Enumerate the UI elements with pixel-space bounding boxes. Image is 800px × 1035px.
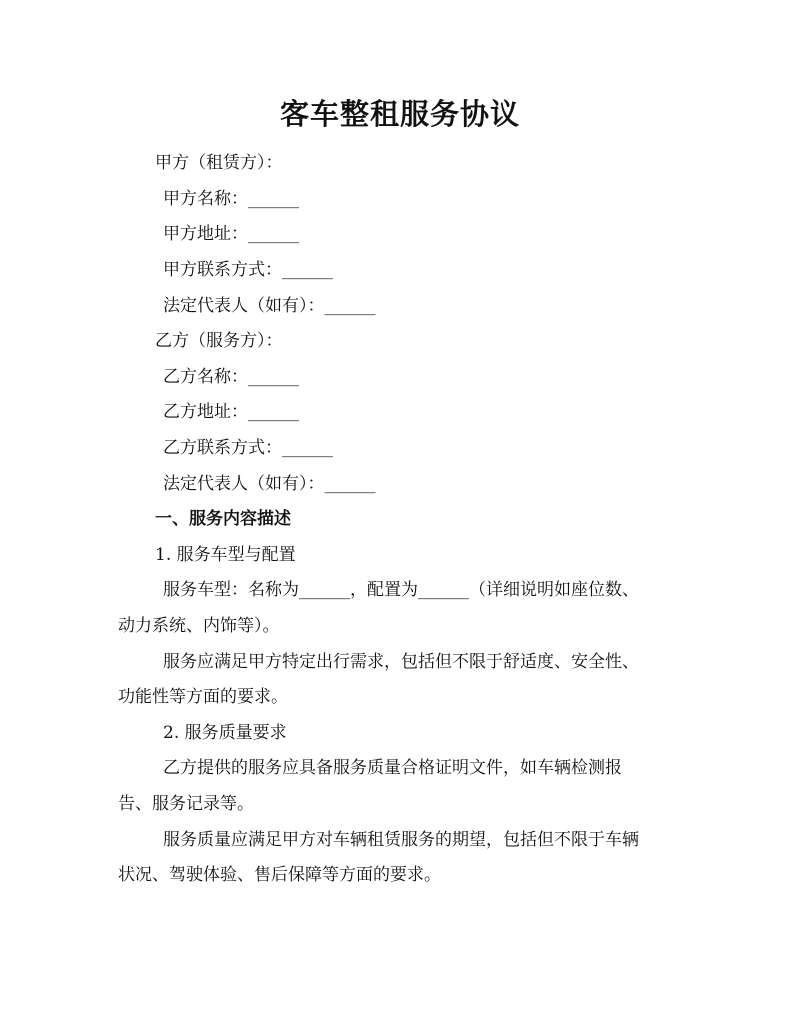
party-a-contact: 甲方联系方式：______ <box>163 260 333 280</box>
document-title: 客车整租服务协议 <box>279 97 520 131</box>
item-1-title: 1. 服务车型与配置 <box>155 545 296 565</box>
item-2-para-1-line-1: 乙方提供的服务应具备服务质量合格证明文件，如车辆检测报 <box>163 758 622 778</box>
section-1-heading: 一、服务内容描述 <box>155 509 291 529</box>
party-b-heading: 乙方（服务方）： <box>155 331 283 351</box>
party-b-legal-rep: 法定代表人（如有）：______ <box>163 474 376 494</box>
item-2-title: 2. 服务质量要求 <box>163 723 287 743</box>
item-1-para-1-line-1: 服务车型：名称为______，配置为______（详细说明如座位数、 <box>163 580 639 600</box>
item-1-para-1-line-2: 动力系统、内饰等）。 <box>118 616 280 636</box>
item-1-para-2-line-1: 服务应满足甲方特定出行需求，包括但不限于舒适度、安全性、 <box>163 652 639 672</box>
party-a-heading: 甲方（租赁方）： <box>155 153 283 173</box>
item-1-para-2-line-2: 功能性等方面的要求。 <box>118 687 288 707</box>
party-b-contact: 乙方联系方式：______ <box>163 438 333 458</box>
item-2-para-2-line-2: 状况、驾驶体验、售后保障等方面的要求。 <box>118 865 441 885</box>
party-b-name: 乙方名称：______ <box>163 367 299 387</box>
party-a-legal-rep: 法定代表人（如有）：______ <box>163 296 376 316</box>
party-a-address: 甲方地址：______ <box>163 224 299 244</box>
item-2-para-2-line-1: 服务质量应满足甲方对车辆租赁服务的期望，包括但不限于车辆 <box>163 830 639 850</box>
party-b-address: 乙方地址：______ <box>163 402 299 422</box>
item-2-para-1-line-2: 告、服务记录等。 <box>118 794 254 814</box>
party-a-name: 甲方名称：______ <box>163 189 299 209</box>
